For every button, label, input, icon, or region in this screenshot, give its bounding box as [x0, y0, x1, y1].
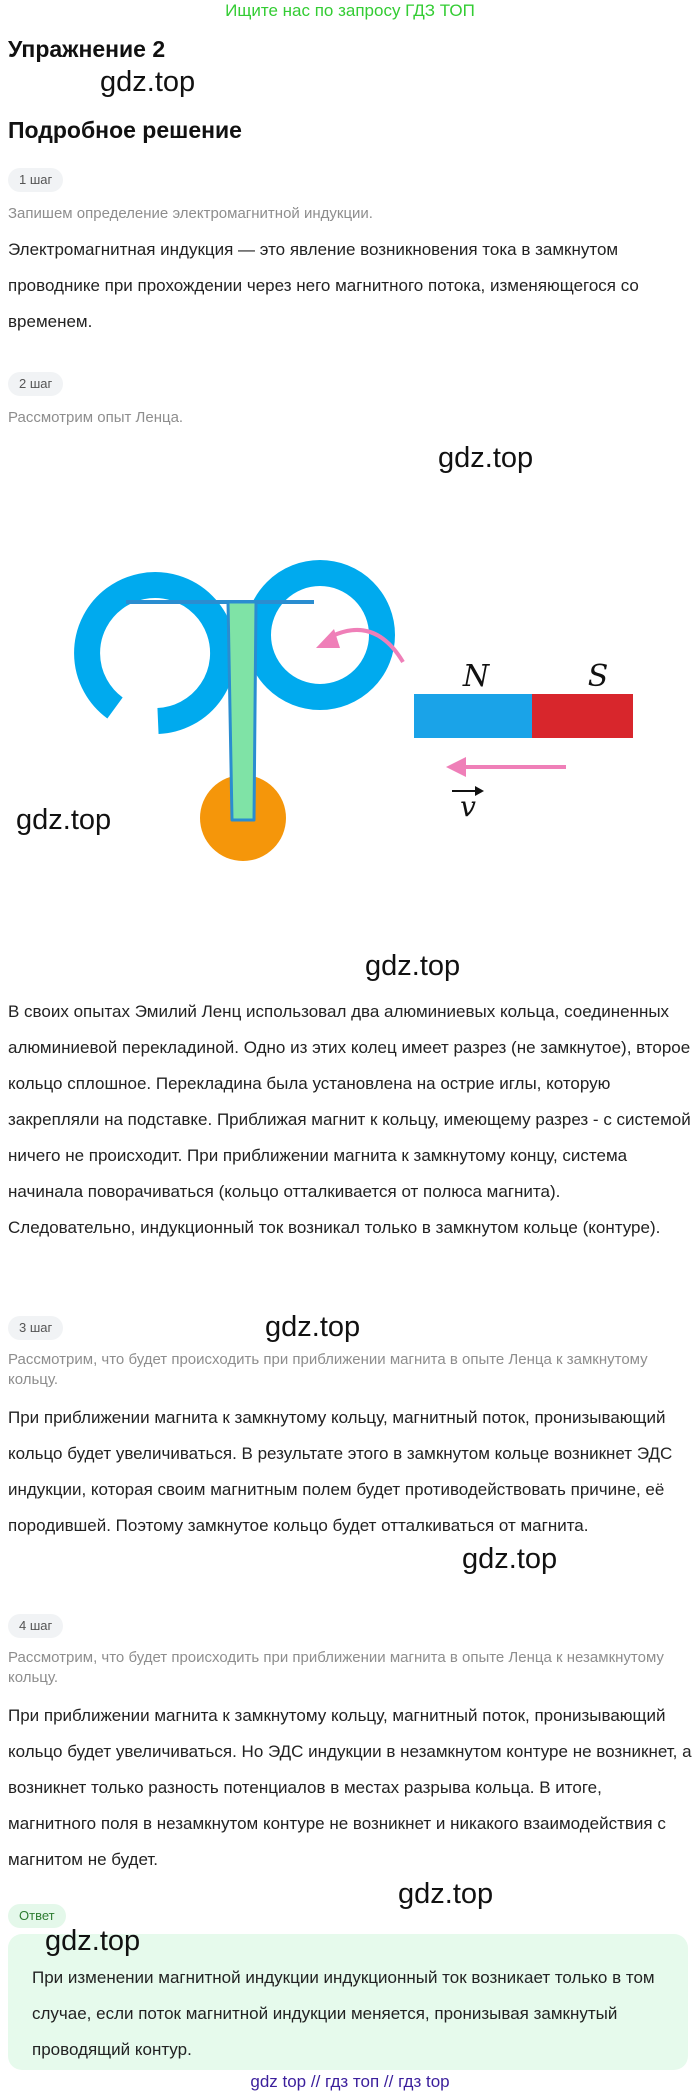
step-3-text: При приближении магнита к замкнутому кольцу, магнитный поток, пронизывающий кольцо будет увеличиваться. В результате этого в замкнутом кольце возникнет ЭДС индукции, которая своим магнитным полем будет противодействовать причине, её породившей. Поэтому замкнутое кольцо будет отталкиваться от магнита. — [8, 1408, 673, 1535]
watermark: gdz.top — [265, 1311, 361, 1343]
watermark: gdz.top — [45, 1925, 141, 1957]
watermark: gdz.top — [462, 1543, 558, 1575]
footer-link[interactable]: gdz top — [250, 2072, 307, 2091]
watermark: gdz.top — [438, 442, 534, 474]
step-1-badge: 1 шаг — [8, 168, 63, 192]
step-1-note: Запишем определение электромагнитной индукции. — [8, 205, 373, 222]
step-1-text: Электромагнитная индукция — это явление возникновения тока в замкнутом проводнике при прохождении через него магнитного потока, изменяющегося со временем. — [8, 240, 639, 331]
step-4-text: При приближении магнита к замкнутому кольцу, магнитный поток, пронизывающий кольцо будет увеличиваться. Но ЭДС индукции в незамкнутом контуре не возникнет, а возникнет только разность потенциалов в местах разрыва кольца. В итоге, магнитного поля в незамкнутом контуре не возникнет и никакого взаимодействия с магнитом не будет. — [8, 1706, 692, 1869]
footer-separator: // — [310, 2072, 321, 2091]
footer-link[interactable]: гдз топ — [325, 2072, 380, 2091]
footer-links — [0, 2068, 700, 2096]
magnet-north — [414, 694, 532, 738]
exercise-title: Упражнение 2 — [8, 36, 166, 62]
solution-heading: Подробное решение — [8, 117, 242, 143]
vector-bar-head — [475, 786, 484, 796]
velocity-arrow-head — [446, 757, 466, 777]
north-pole-label: N — [462, 659, 490, 694]
answer-badge: Ответ — [8, 1904, 66, 1928]
watermark: gdz.top — [16, 804, 112, 836]
step-3-note: Рассмотрим, что будет происходить при приближении магнита в опыте Ленца к замкнутому кольцу. — [8, 1351, 648, 1388]
solid-ring — [258, 573, 382, 697]
south-pole-label: S — [587, 659, 609, 694]
step-2-badge: 2 шаг — [8, 372, 63, 396]
step-4-badge: 4 шаг — [8, 1614, 63, 1638]
footer-separator: // — [383, 2072, 394, 2091]
step-3-badge: 3 шаг — [8, 1316, 63, 1340]
split-ring — [87, 585, 223, 721]
magnet-south — [532, 694, 633, 738]
lenz-experiment-figure — [0, 490, 700, 900]
watermark: gdz.top — [365, 950, 461, 982]
needle — [228, 602, 256, 820]
rotation-arrow-head — [316, 629, 340, 648]
answer-text: При изменении магнитной индукции индукционный ток возникает только в том случае, если поток магнитной индукции меняется, пронизывая замкнутый проводящий контур. — [32, 1968, 655, 2059]
watermark: gdz.top — [398, 1878, 494, 1910]
velocity-label: v — [460, 790, 476, 823]
step-2-text: В своих опытах Эмилий Ленц использовал два алюминиевых кольца, соединенных алюминиевой перекладиной. Одно из этих колец имеет разрез (не замкнутое), второе кольцо сплошное. Перекладина была установлена на острие иглы, которую закрепляли на подставке. Приближая магнит к кольцу, имеющему разрез - с системой ничего не происходит. При приближении магнита к замкнутому концу, система начинала поворачиваться (кольцо отталкивается от полюса магнита). Следовательно, индукционный ток возникал только в замкнутом кольце (контуре). — [8, 1002, 691, 1237]
top-banner[interactable]: Ищите нас по запросу ГДЗ ТОП — [225, 1, 475, 20]
step-2-note: Рассмотрим опыт Ленца. — [8, 409, 184, 426]
step-4-note: Рассмотрим, что будет происходить при приближении магнита в опыте Ленца к незамкнутому кольцу. — [8, 1649, 664, 1686]
watermark: gdz.top — [100, 66, 196, 98]
footer-link[interactable]: гдз top — [398, 2072, 450, 2091]
